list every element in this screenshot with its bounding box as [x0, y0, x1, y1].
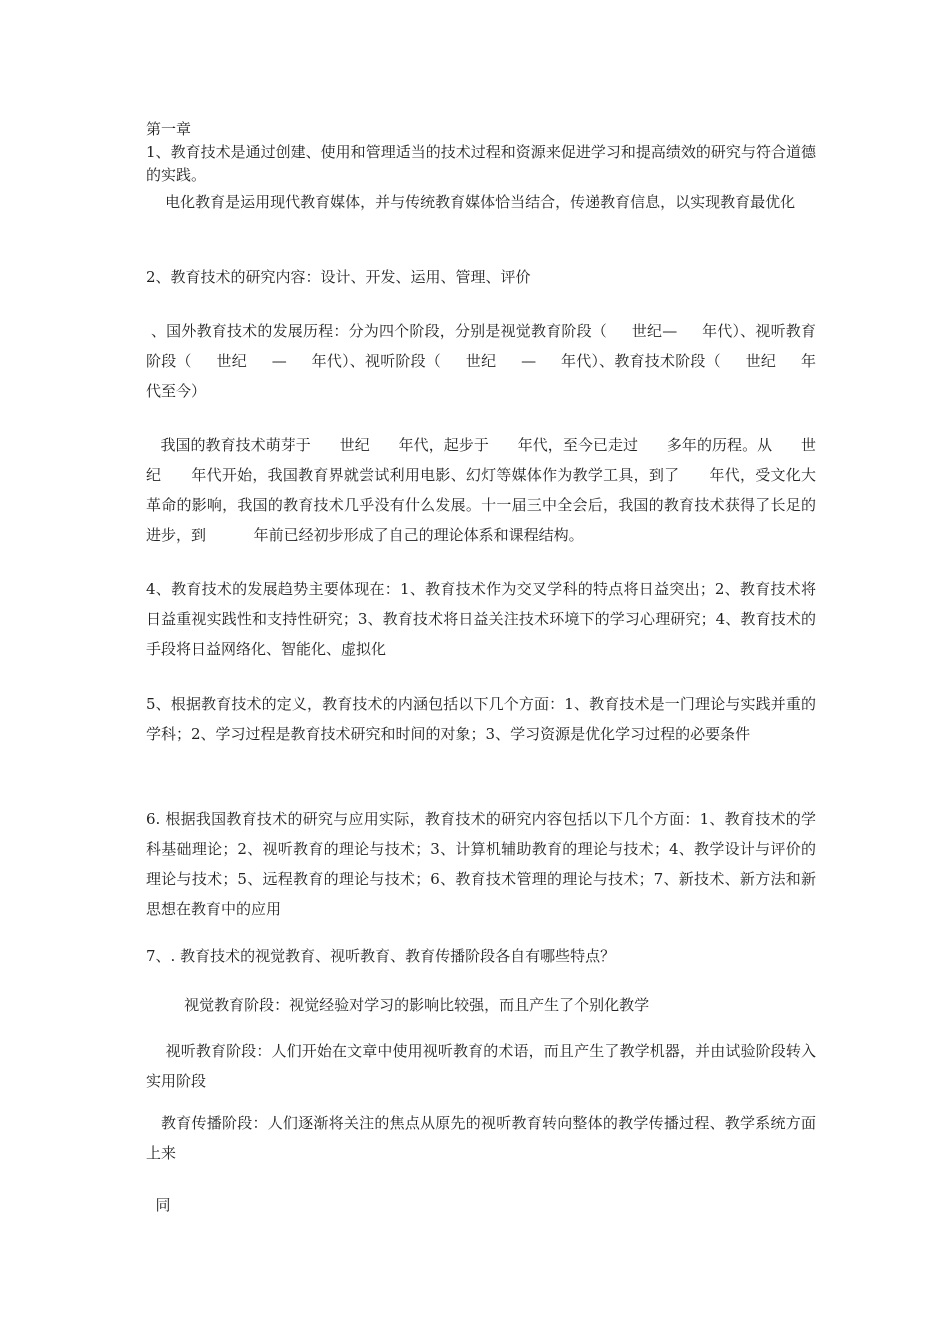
- paragraph-1b: 电化教育是运用现代教育媒体，并与传统教育媒体恰当结合，传递教育信息，以实现教育最优化: [146, 193, 796, 211]
- paragraph-1: 1、教育技术是通过创建、使用和管理适当的技术过程和资源来促进学习和提高绩效的研究与符合道德的实践。: [146, 143, 816, 184]
- paragraph-3: 、国外教育技术的发展历程：分为四个阶段，分别是视觉教育阶段（ 世纪— 年代）、视听教育阶段（ 世纪 — 年代）、视听阶段（ 世纪 — 年代）、教育技术阶段（ 世纪 年代至今）: [146, 322, 816, 400]
- chapter-heading: 第一章: [146, 120, 192, 138]
- paragraph-11: 教育传播阶段：人们逐渐将关注的焦点从原先的视听教育转向整体的教学传播过程、教学系统方面上来: [146, 1114, 816, 1162]
- paragraph-8: 7、. 教育技术的视觉教育、视听教育、教育传播阶段各自有哪些特点？: [146, 947, 616, 965]
- paragraph-12: 同: [146, 1196, 171, 1214]
- paragraph-4: 我国的教育技术萌芽于 世纪 年代，起步于 年代，至今已走过 多年的历程。从 世纪 年代开始，我国教育界就尝试利用电影、幻灯等媒体作为教学工具，到了 年代，受文化大革命的影响，我国的教育技术几乎没有什么发展。十一届三中全会后，我国的教育技术获得了长足的进步，到 年前已经初步形成了自己的理论体系和课程结构。: [146, 436, 817, 544]
- paragraph-9: 视觉教育阶段：视觉经验对学习的影响比较强，而且产生了个别化教学: [146, 996, 650, 1014]
- paragraph-2: 2、教育技术的研究内容：设计、开发、运用、管理、评价: [146, 268, 531, 286]
- paragraph-5: 4、教育技术的发展趋势主要体现在：1、教育技术作为交叉学科的特点将日益突出；2、教育技术将日益重视实践性和支持性研究；3、教育技术将日益关注技术环境下的学习心理研究；4、教育技术的手段将日益网络化、智能化、虚拟化: [146, 580, 816, 658]
- paragraph-10: 视听教育阶段：人们开始在文章中使用视听教育的术语，而且产生了教学机器，并由试验阶段转入实用阶段: [146, 1042, 816, 1090]
- paragraph-6: 5、根据教育技术的定义，教育技术的内涵包括以下几个方面：1、教育技术是一门理论与实践并重的学科；2、学习过程是教育技术研究和时间的对象；3、学习资源是优化学习过程的必要条件: [146, 695, 816, 743]
- paragraph-7: 6. 根据我国教育技术的研究与应用实际，教育技术的研究内容包括以下几个方面：1、教育技术的学科基础理论；2、视听教育的理论与技术；3、计算机辅助教育的理论与技术；4、教学设计与评价的理论与技术；5、远程教育的理论与技术；6、教育技术管理的理论与技术；7、新技术、新方法和新思想在教育中的应用: [146, 810, 816, 918]
